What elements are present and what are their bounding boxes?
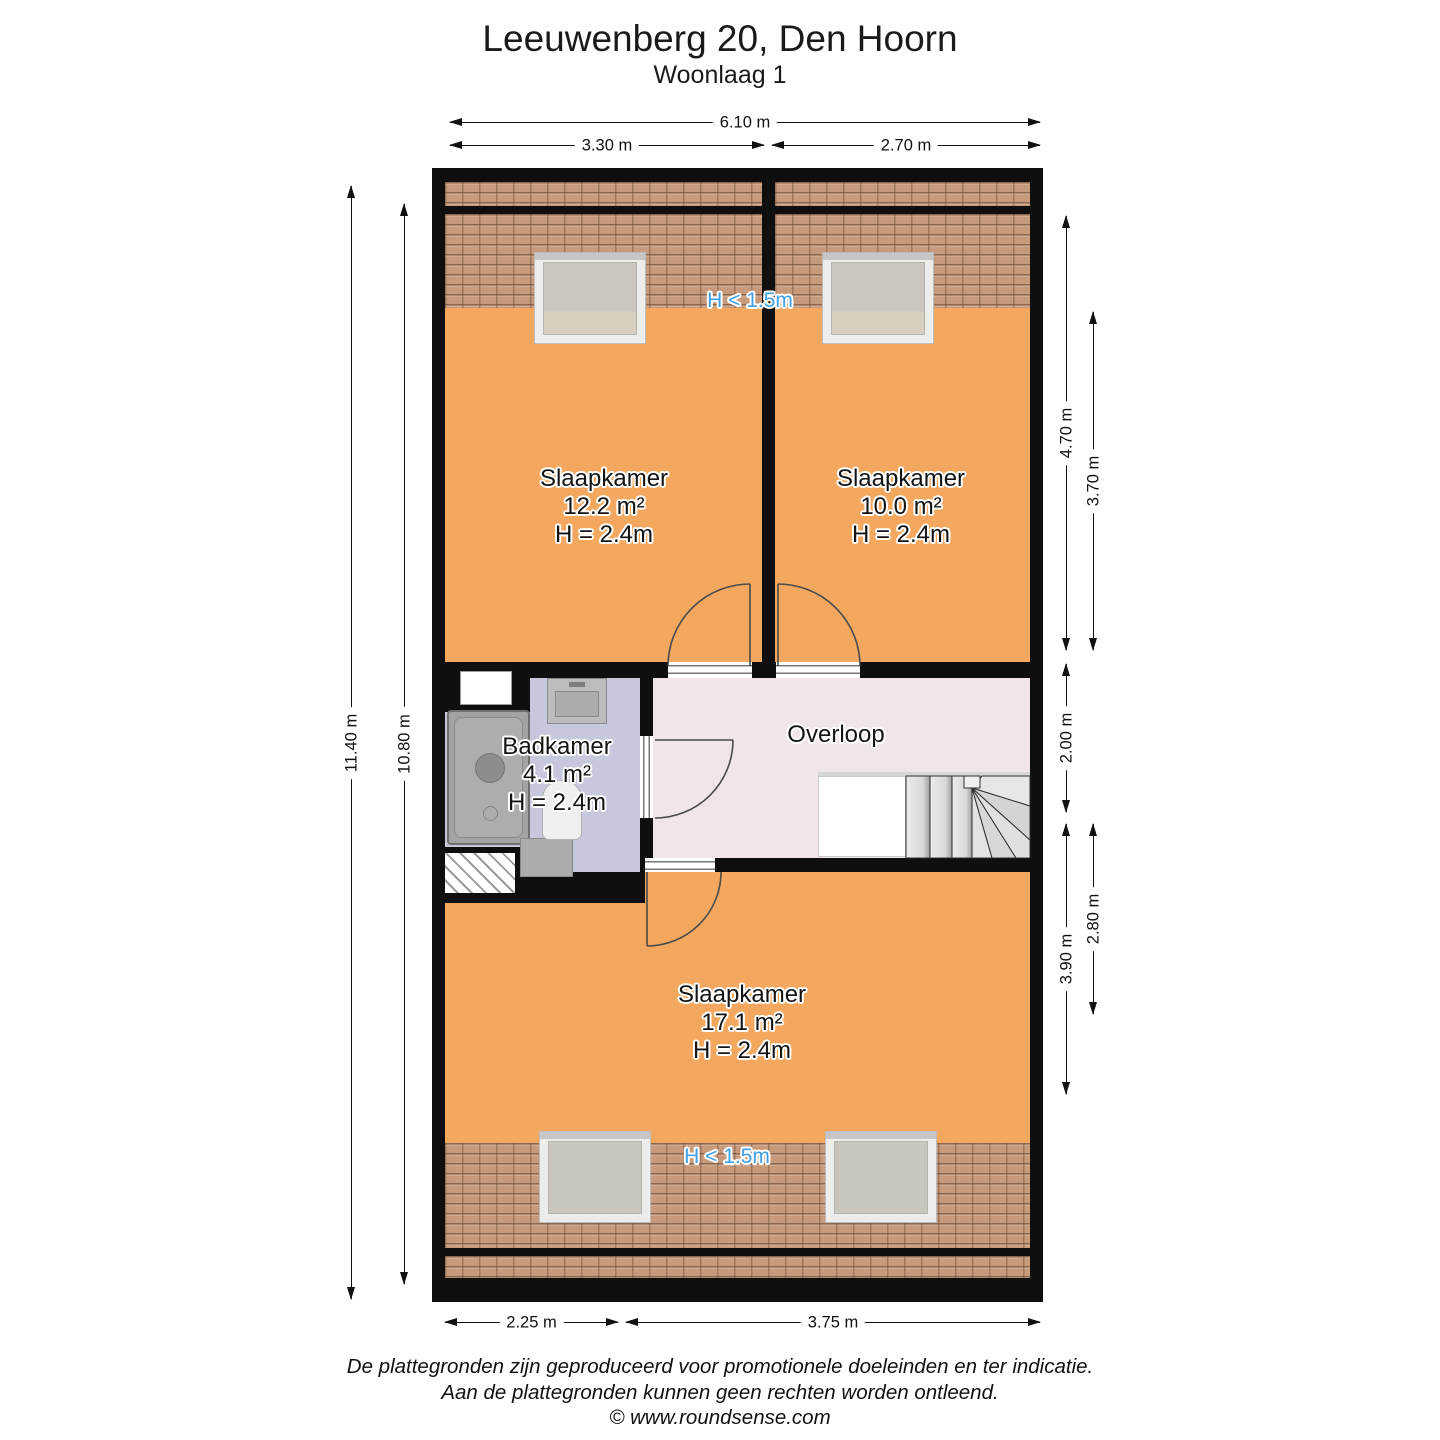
dimension-label: 4.70 m: [1058, 401, 1077, 465]
page-subtitle: Woonlaag 1: [653, 61, 787, 89]
door-threshold-bathroom: [640, 736, 653, 818]
dimension-top-right: [772, 136, 1040, 155]
dimension-label: 3.75 m: [801, 1314, 865, 1333]
room-height: H = 2.4m: [692, 1037, 792, 1064]
door-threshold-bedroom-top-left: [668, 662, 752, 678]
dimension-label: 2.70 m: [874, 137, 938, 156]
skylight-frame-bar: [826, 1132, 936, 1139]
room-height: H = 2.4m: [851, 521, 951, 548]
roof-eaves-top-left: [445, 182, 762, 206]
roof-eaves-bottom: [445, 1256, 1030, 1278]
skylight-frame-bar: [823, 253, 933, 260]
sink-basin: [555, 691, 599, 717]
dimension-right-bottom-outer: [1057, 824, 1076, 1094]
skylight-glass: [831, 262, 925, 335]
skylight-top-left: [534, 252, 646, 344]
dimension-bottom-right: [626, 1313, 1040, 1332]
dimension-left-inner: [395, 204, 414, 1284]
shower-drain: [475, 753, 505, 783]
room-name: Slaapkamer: [539, 465, 669, 492]
dimension-top-total: [450, 113, 1040, 132]
hatched-niche: [445, 853, 515, 893]
dimension-label: 3.90 m: [1058, 927, 1077, 991]
dimension-label: 3.70 m: [1085, 449, 1104, 513]
skylight-top-right: [822, 252, 934, 344]
skylight-frame-bar: [535, 253, 645, 260]
dimension-label: 2.25 m: [499, 1314, 563, 1333]
dimension-label: 10.80 m: [396, 707, 415, 781]
skylight-frame-bar: [540, 1132, 650, 1139]
skylight-bottom-right: [825, 1131, 937, 1223]
skylight-bottom-left: [539, 1131, 651, 1223]
skylight-glass: [543, 262, 637, 335]
label-landing: [787, 721, 884, 749]
door-threshold-bedroom-bottom: [645, 858, 715, 872]
room-name: Slaapkamer: [836, 465, 966, 492]
footer-disclaimer-2: Aan de plattegronden kunnen geen rechten worden ontleend.: [441, 1381, 999, 1404]
footer-disclaimer-1: De plattegronden zijn geproduceerd voor promotionele doeleinden en ter indicatie.: [346, 1355, 1094, 1378]
dimension-right-middle: [1057, 664, 1076, 812]
low-headroom-annotation-bottom: H < 1.5m: [684, 1145, 770, 1168]
sink-tap: [569, 682, 585, 687]
shower-drain-small: [483, 806, 498, 821]
label-bedroom-top-right: [837, 465, 965, 549]
dimension-left-outer: [342, 186, 361, 1299]
dimension-bottom-left: [445, 1313, 618, 1332]
skylight-glass: [548, 1141, 642, 1214]
room-name: Badkamer: [502, 733, 612, 760]
label-bedroom-bottom: [678, 981, 806, 1065]
stair-void: [818, 776, 906, 857]
page-title: Leeuwenberg 20, Den Hoorn: [482, 18, 958, 59]
roof-eaves-top-right: [775, 182, 1030, 206]
room-area: 17.1 m²: [701, 1009, 783, 1036]
dimension-top-left: [450, 136, 764, 155]
dimension-right-top-outer: [1057, 216, 1076, 650]
room-area: 4.1 m²: [522, 761, 592, 788]
dimension-label: 11.40 m: [343, 706, 362, 778]
room-height: H = 2.4m: [554, 521, 654, 548]
room-height: H = 2.4m: [507, 789, 607, 816]
room-area: 12.2 m²: [563, 493, 645, 520]
room-name: Slaapkamer: [677, 981, 807, 1008]
room-name: Overloop: [787, 721, 885, 748]
door-threshold-bedroom-top-right: [776, 662, 860, 678]
dimension-label: 2.00 m: [1058, 706, 1077, 770]
footer-credit: © www.roundsense.com: [609, 1406, 831, 1429]
low-headroom-annotation-top: H < 1.5m: [707, 289, 793, 312]
label-bathroom: [502, 733, 611, 817]
dimension-right-top-inner: [1084, 312, 1103, 650]
dimension-label: 2.80 m: [1085, 887, 1104, 951]
dimension-label: 6.10 m: [713, 114, 777, 133]
skylight-glass: [834, 1141, 928, 1214]
sink: [547, 678, 607, 724]
label-bedroom-top-left: [540, 465, 668, 549]
toilet-cistern: [520, 838, 573, 877]
dimension-right-bottom-inner: [1084, 824, 1103, 1014]
room-area: 10.0 m²: [860, 493, 942, 520]
dimension-label: 3.30 m: [575, 137, 639, 156]
bathroom-window: [460, 671, 512, 705]
